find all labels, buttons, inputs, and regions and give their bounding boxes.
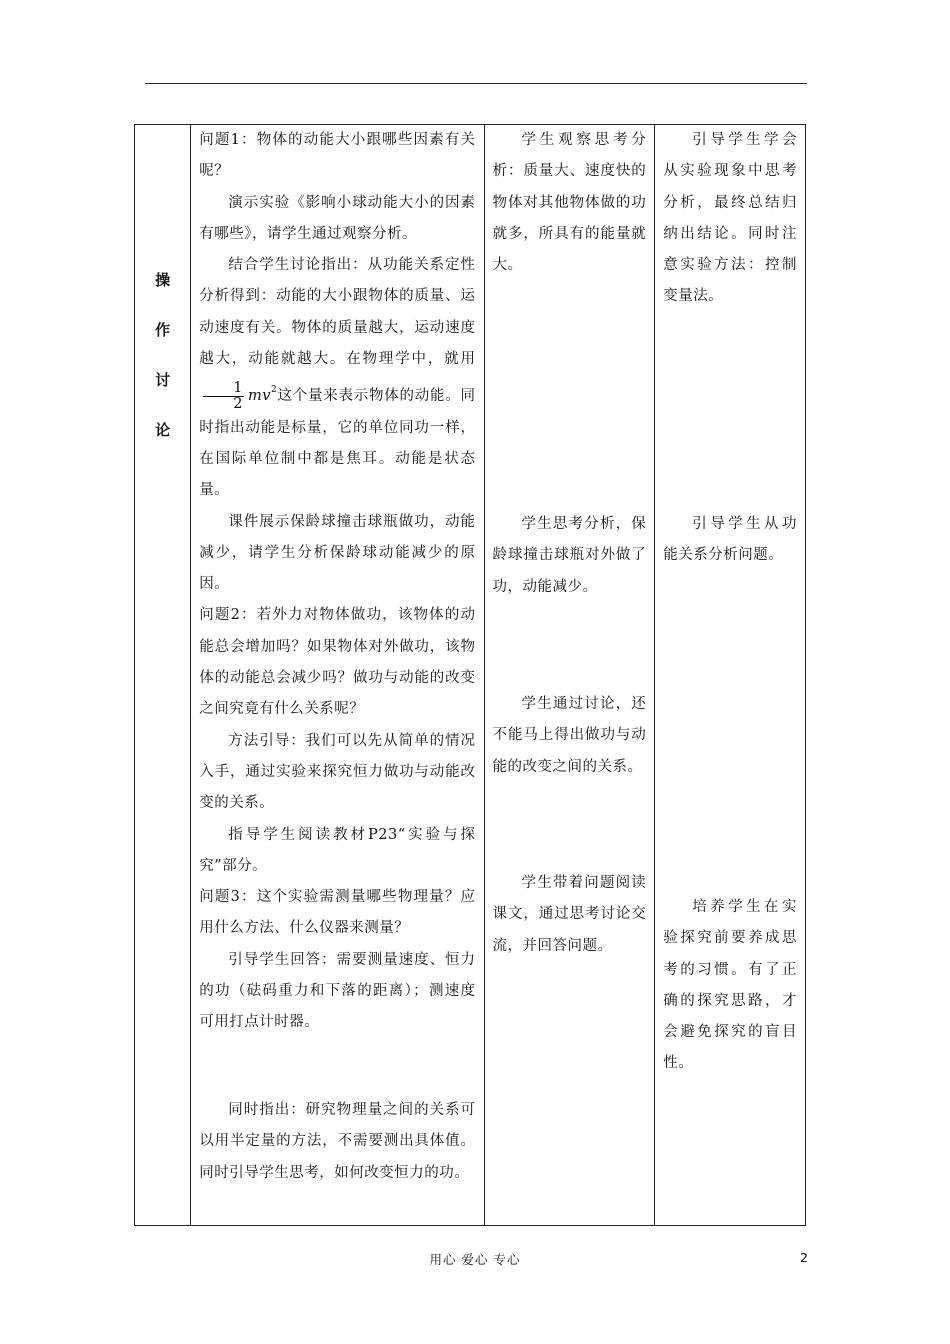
student-response-4: [493, 868, 647, 962]
discussion-point: [199, 250, 475, 506]
question-2: 问题2：若外力对物体做功，该物体的动能总会增加吗？如果物体对外做功，该物体的动能总会减少吗？做功与动能的改变之间究竟有什么关系呢？: [199, 607, 476, 718]
formula-numerator: 1: [203, 381, 244, 397]
method-guidance: 方法引导：我们可以先从简单的情况入手，通过实验来探究恒力做功与动能改变的关系。: [199, 732, 476, 812]
section-label-char: 论: [155, 421, 171, 439]
teacher-text-final: [199, 1095, 475, 1189]
footer-motto: 用心 爱心 专心: [429, 1252, 521, 1267]
formula-denominator: 2: [233, 395, 243, 412]
student-response-3: [493, 689, 647, 783]
section-label-char: 作: [155, 321, 171, 339]
design-intent-cell: [655, 125, 806, 1226]
teacher-text: [199, 125, 475, 1039]
discussion-text: 结合学生讨论指出：从功能关系定性分析得到：动能的大小跟物体的质量、运动速度有关。物体的质量越大，运动速度越大，动能就越大。在物理学中，就用: [199, 257, 476, 368]
formula-body: mv: [247, 388, 271, 405]
page-number: 2: [800, 1250, 808, 1265]
question-1: 问题1：物体的动能大小跟哪些因素有关呢？: [199, 132, 476, 180]
student-response-2: [493, 509, 647, 603]
design-note-2: [663, 509, 797, 572]
section-label: [135, 125, 190, 455]
concluding-point: 同时指出：研究物理量之间的关系可以用半定量的方法，不需要测出具体值。同时引导学生思考，如何改变恒力的功。: [199, 1102, 476, 1181]
reading-guidance: 指导学生阅读教材P23“实验与探究”部分。: [199, 826, 476, 874]
header-rule: [145, 83, 807, 84]
formula-exponent: 2: [270, 385, 278, 396]
lesson-table: [134, 124, 806, 1226]
section-label-char: 讨: [155, 371, 171, 389]
student-activity-cell: [484, 125, 655, 1226]
kinetic-energy-formula: [203, 381, 244, 412]
teacher-activity-cell: [191, 125, 484, 1226]
courseware-bowling: 课件展示保龄球撞击球瓶做功，动能减少，请学生分析保龄球动能减少的原因。: [199, 513, 476, 593]
student-text: 学生思考分析，保龄球撞击球瓶对外做了功，动能减少。: [492, 516, 647, 595]
student-text: 学生带着问题阅读课文，通过思考讨论交流，并回答问题。: [492, 875, 647, 954]
student-text: 学生通过讨论，还不能马上得出做功与动能的改变之间的关系。: [492, 696, 647, 775]
design-text: 引导学生从功能关系分析问题。: [663, 516, 797, 564]
student-text: 学生观察思考分析：质量大、速度快的物体对其他物体做的功就多，所具有的能量就大。: [492, 132, 647, 274]
design-note-3: [663, 892, 797, 1080]
design-text: 引导学生学会从实验现象中思考分析，最终总结归纳出结论。同时注意实验方法：控制变量法。: [663, 132, 797, 305]
section-label-cell: [135, 125, 191, 1226]
demo-experiment: 演示实验《影响小球动能大小的因素有哪些》，请学生通过观察分析。: [199, 194, 476, 242]
question-3: 问题3：这个实验需测量哪些物理量？应用什么方法、什么仪器来测量？: [199, 889, 476, 937]
discussion-text-continued: 这个量来表示物体的动能。同时指出动能是标量，它的单位同功一样，在国际单位制中都是焦耳。动能是状态量。: [199, 388, 476, 499]
design-note-1: [663, 125, 797, 313]
design-text: 培养学生在实验探究前要养成思考的习惯。有了正确的探究思路，才会避免探究的盲目性。: [663, 899, 797, 1072]
guided-answer: 引导学生回答：需要测量速度、恒力的功（砝码重力和下落的距离）；测速度可用打点计时器。: [199, 951, 476, 1031]
student-response-1: [493, 125, 647, 281]
section-label-char: 操: [155, 271, 171, 289]
